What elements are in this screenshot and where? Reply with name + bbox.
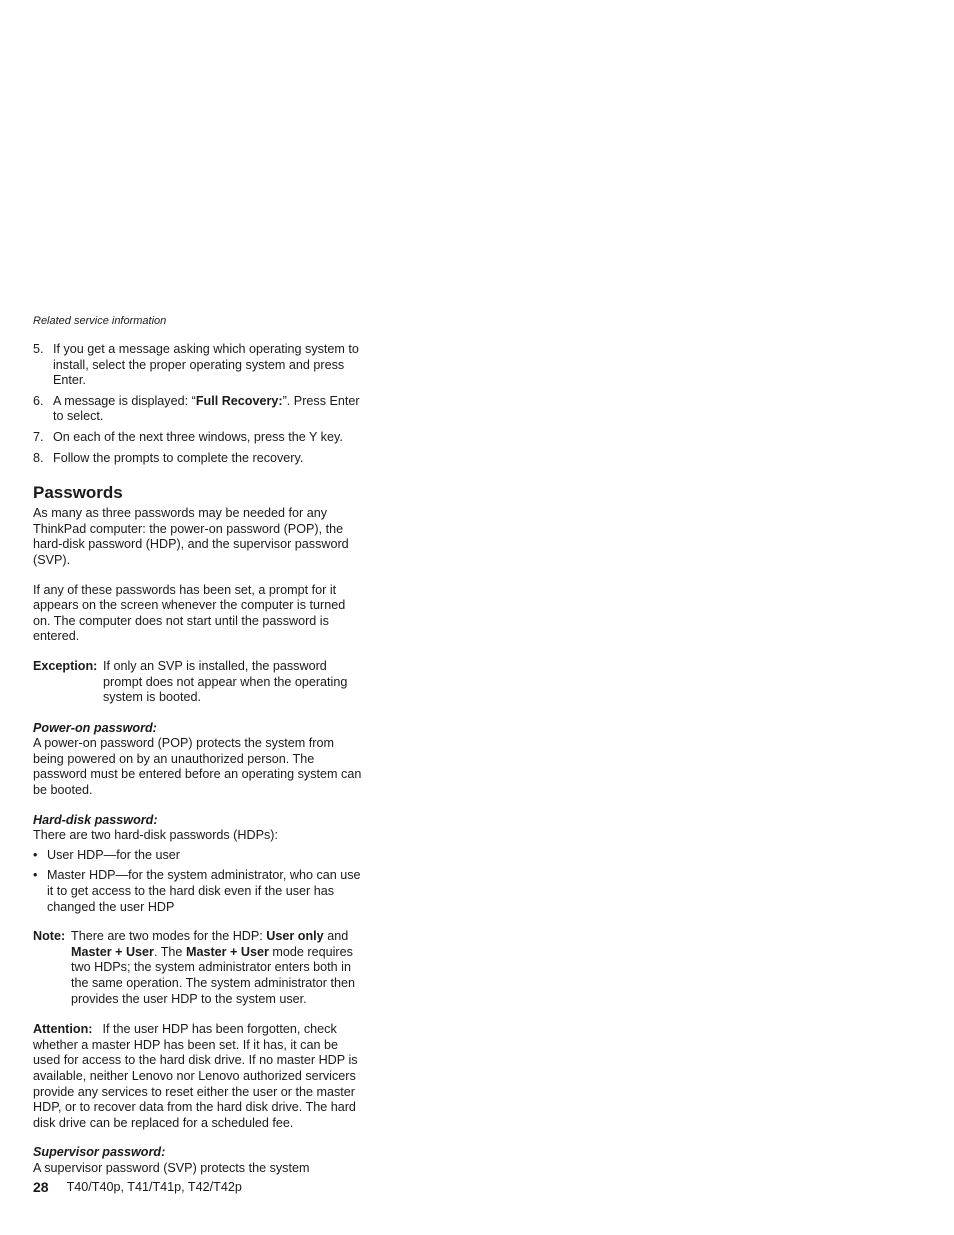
hdp-bullet-list bbox=[33, 848, 365, 915]
note-text bbox=[71, 929, 365, 1007]
bullet-text: Master HDP—for the system administrator, who can use it to get access to the hard disk even if the user has changed the user HDP bbox=[47, 868, 361, 914]
step-text: Follow the prompts to complete the recovery. bbox=[53, 450, 304, 465]
full-recovery-term: Full Recovery: bbox=[195, 393, 283, 408]
supervisor-text: A supervisor password (SVP) protects the system bbox=[33, 1160, 310, 1175]
passwords-prompt-text: If any of these passwords has been set, a prompt for it appears on the screen whenever the computer is turned on. The computer does not start until the password is entered. bbox=[33, 582, 346, 644]
footer-title: T40/T40p, T41/T41p, T42/T42p bbox=[66, 1180, 242, 1194]
list-item bbox=[33, 394, 365, 425]
bullet-text: User HDP—for the user bbox=[47, 847, 180, 862]
page-footer bbox=[33, 1180, 242, 1195]
page-content bbox=[33, 314, 365, 1177]
step-number: 5. bbox=[33, 342, 44, 356]
step-number: 6. bbox=[33, 393, 44, 408]
master-user-term: Master + User bbox=[71, 944, 154, 959]
step-text: If you get a message asking which operating system to install, select the proper operating system and press Enter. bbox=[53, 342, 359, 388]
exception-text: If only an SVP is installed, the password prompt does not appear when the operating system is booted. bbox=[103, 658, 348, 705]
note-text-part: and bbox=[323, 929, 349, 944]
user-only-term: User only bbox=[266, 929, 324, 944]
step-number: 7. bbox=[33, 429, 44, 444]
note-block bbox=[33, 929, 365, 1007]
step-text-pre: A message is displayed: “ bbox=[53, 393, 196, 408]
list-item bbox=[33, 868, 365, 915]
exception-block bbox=[33, 659, 365, 706]
note-label: Note: bbox=[33, 929, 66, 944]
page-number: 28 bbox=[33, 1179, 49, 1195]
step-number: 8. bbox=[33, 450, 44, 465]
power-on-text: A power-on password (POP) protects the system from being powered on by an unauthorized person. The password must be entered before an operating system can be booted. bbox=[33, 736, 362, 798]
step-text: On each of the next three windows, press the Y key. bbox=[53, 429, 343, 444]
master-user-term: Master + User bbox=[185, 944, 269, 959]
exception-label: Exception: bbox=[33, 658, 98, 673]
power-on-heading: Power-on password: bbox=[33, 720, 157, 735]
list-item bbox=[33, 342, 365, 389]
note-text-part: mode requires two HDPs; the system administrator enters both in the same operation. The system administrator then provides the user HDP to the system user. bbox=[71, 944, 355, 1006]
list-item bbox=[33, 848, 365, 864]
list-item bbox=[33, 430, 365, 446]
attention-label: Attention: bbox=[33, 1022, 93, 1037]
step-text bbox=[53, 394, 365, 425]
step-text-post: ”. Press Enter to select. bbox=[53, 393, 360, 424]
attention-text: If the user HDP has been forgotten, check whether a master HDP has been set. If it has, it can be used for access to the hard disk drive. If no master HDP is available, neither Lenovo nor Lenovo authorized servicers provide any services to reset either the user or the master HDP, or to recover data from the hard disk drive. The hard disk drive can be replaced for a scheduled fee. bbox=[33, 1022, 358, 1130]
passwords-intro: As many as three passwords may be needed for any ThinkPad computer: the power-on password (POP), the hard-disk password (HDP), and the supervisor password (SVP). bbox=[33, 506, 349, 567]
hard-disk-heading: Hard-disk password: bbox=[33, 812, 158, 827]
passwords-heading: Passwords bbox=[33, 483, 123, 503]
bullet-icon: • bbox=[33, 847, 38, 862]
supervisor-heading: Supervisor password: bbox=[33, 1145, 166, 1160]
list-item bbox=[33, 451, 365, 467]
recovery-steps-list bbox=[33, 342, 365, 466]
note-text-part: . The bbox=[153, 944, 186, 959]
attention-block bbox=[33, 1022, 365, 1131]
running-head: Related service information bbox=[33, 315, 167, 327]
note-text-part: There are two modes for the HDP: bbox=[71, 929, 267, 944]
hard-disk-intro: There are two hard-disk passwords (HDPs): bbox=[33, 828, 278, 843]
bullet-icon: • bbox=[33, 868, 38, 883]
